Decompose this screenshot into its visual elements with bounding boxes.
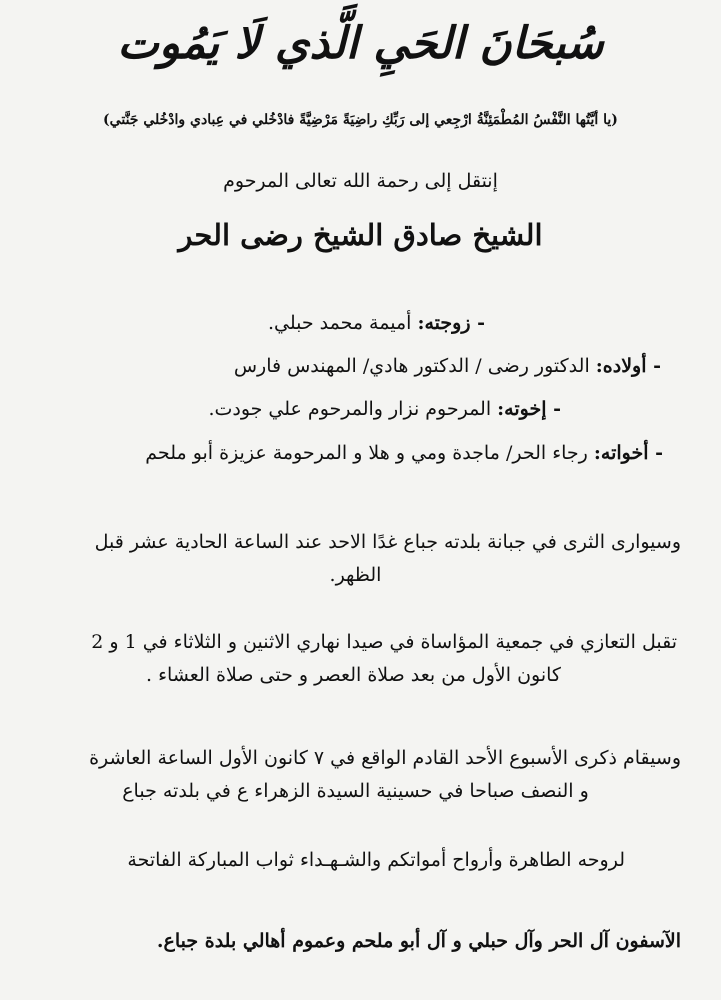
memorial-line-1: وسيقام ذكرى الأسبوع الأحد القادم الواقع في ٧ كانون الأول الساعة العاشرة	[89, 747, 681, 769]
memorial-paragraph	[30, 742, 681, 808]
family-wife-label: - زوجته:	[417, 312, 485, 334]
family-wife	[30, 312, 485, 334]
family-sisters-label: - أخواته:	[593, 442, 663, 464]
family-children-label: - أولاده:	[595, 355, 661, 377]
burial-line-2: الظهر.	[329, 564, 382, 586]
mourners-line: الآسفون آل الحر وآل حبلي و آل أبو ملحم وعموم أهالي بلدة جباع.	[156, 930, 681, 952]
heading-calligraphy: سُبحَانَ الحَيِ الَّذي لَا يَمُوت	[117, 18, 604, 69]
memorial-line-2: و النصف صباحا في حسينية السيدة الزهراء ع في بلدته جباع	[122, 780, 589, 802]
deceased-name: الشيخ صادق الشيخ رضى الحر	[178, 218, 543, 252]
quran-verse: (يا أيَّتُها النَّفْسُ المُطْمَئِنَّةُ ارْجِعي إلى رَبِّكِ راضِيَةً مَرْضِيَّةً فادْخُلي في عِبادي وادْخُلي جَنَّتي)	[103, 112, 618, 128]
condolence-paragraph	[30, 626, 677, 692]
condolence-line-2: كانون الأول من بعد صلاة العصر و حتى صلاة العشاء .	[146, 664, 561, 686]
prayer-line: لروحه الطاهرة وأرواح أمواتكم والشـهـداء ثواب المباركة الفاتحة	[127, 849, 625, 871]
family-children-value: الدكتور رضى / الدكتور هادي/ المهندس فارس	[233, 355, 596, 377]
family-brothers-label: - إخوته:	[497, 398, 561, 420]
family-brothers-value: المرحوم نزار والمرحوم علي جودت.	[208, 398, 498, 420]
burial-paragraph	[30, 526, 681, 592]
family-sisters-value: رجاء الحر/ ماجدة ومي و هلا و المرحومة عزيزة أبو ملحم	[145, 442, 594, 464]
intro-text: إنتقل إلى رحمة الله تعالى المرحوم	[223, 170, 498, 192]
family-brothers	[30, 398, 561, 420]
condolence-line-1: تقبل التعازي في جمعية المؤاساة في صيدا نهاري الاثنين و الثلاثاء في 1 و 2	[91, 631, 677, 653]
burial-line-1: وسيوارى الثرى في جبانة بلدته جباع غدًا الاحد عند الساعة الحادية عشر قبل	[94, 531, 681, 553]
family-wife-value: أميمة محمد حبلي.	[267, 312, 418, 334]
family-children	[30, 355, 661, 377]
family-sisters	[30, 442, 663, 464]
